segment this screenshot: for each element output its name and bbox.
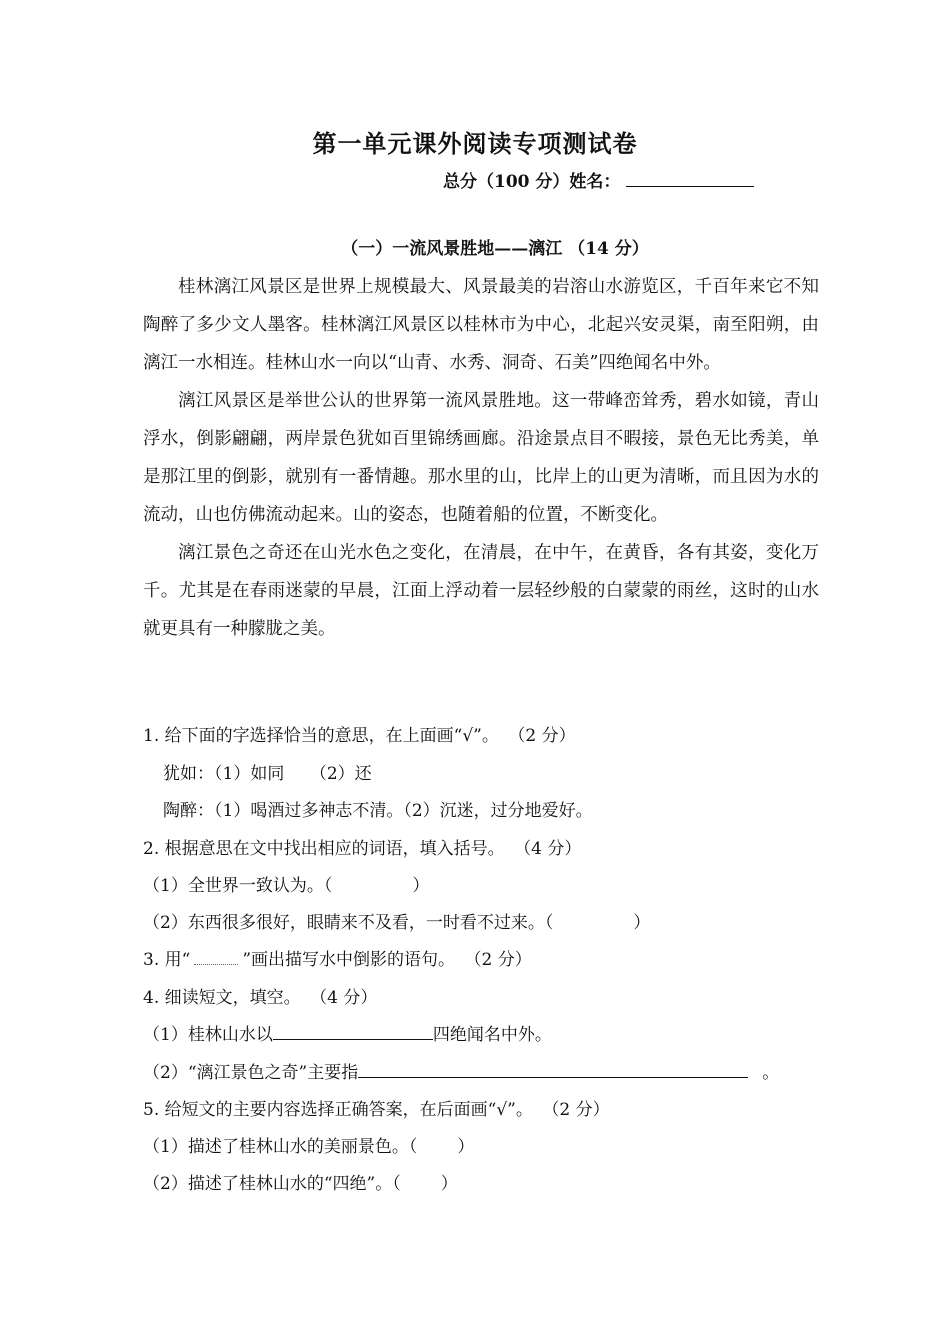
question-5-item-2 <box>143 1169 458 1194</box>
question-1-text: 1. 给下面的字选择恰当的意思，在上面画“√”。 <box>143 726 499 746</box>
q2-item1-pre: （1）全世界一致认为。（ <box>143 876 333 896</box>
question-4-points: （4 分） <box>318 988 378 1008</box>
q2-item2-pre: （2）东西很多很好，眼睛来不及看，一时看不过来。（ <box>143 913 554 933</box>
question-5-text: 5. 给短文的主要内容选择正确答案，在后面画“√”。 <box>143 1100 533 1120</box>
name-blank[interactable] <box>626 168 754 187</box>
passage-paragraph-2: 漓江风景区是举世公认的世界第一流风景胜地。这一带峰峦耸秀，碧水如镜，青山浮水，倒影翩翩，两岸景色犹如百里锦绣画廊。沿途景点目不暇接，景色无比秀美，单是那江里的倒影，就别有一番情趣。那水里的山，比岸上的山更为清晰，而且因为水的流动，山也仿佛流动起来。山的姿态，也随着船的位置，不断变化。 <box>143 391 819 525</box>
q2-item1-post: ） <box>412 876 430 896</box>
question-2 <box>143 834 581 859</box>
question-2-item-1 <box>143 871 429 896</box>
question-4 <box>143 983 377 1008</box>
question-4-item-1 <box>143 1020 552 1045</box>
q5-item2-post: ） <box>440 1174 458 1194</box>
question-4-item-2 <box>143 1058 779 1083</box>
reading-passage <box>143 268 819 648</box>
passage-paragraph-3: 漓江景色之奇还在山光水色之变化，在清晨，在中午，在黄昏，各有其姿，变化万千。尤其是在春雨迷蒙的早晨，江面上浮动着一层轻纱般的白蒙蒙的雨丝，这时的山水就更具有一种朦胧之美。 <box>143 543 819 639</box>
q2-item2-post: ） <box>633 913 651 933</box>
underline-sample-mark <box>194 952 238 965</box>
q5-item1-post: ） <box>457 1137 475 1157</box>
question-1 <box>143 721 576 746</box>
q3-post: ”画出描写水中倒影的语句。 <box>242 950 456 970</box>
question-1-points: （2 分） <box>516 726 576 746</box>
q4-item1-pre: （1）桂林山水以 <box>143 1025 273 1045</box>
q4-item2-pre: （2）“漓江景色之奇”主要指 <box>143 1063 359 1083</box>
question-2-points: （4 分） <box>522 839 582 859</box>
q4-item2-post: 。 <box>762 1063 780 1083</box>
section-title: （一）一流风景胜地——漓江 （14 分） <box>341 239 649 259</box>
question-1-item-1: 犹如：（1）如同 （2）还 <box>163 764 372 784</box>
question-5-item-1 <box>143 1132 474 1157</box>
q5-item1-pre: （1）描述了桂林山水的美丽景色。（ <box>143 1137 418 1157</box>
score-name-line <box>443 167 754 192</box>
passage-paragraph-1: 桂林漓江风景区是世界上规模最大、风景最美的岩溶山水游览区，千百年来它不知陶醉了多少文人墨客。桂林漓江风景区以桂林市为中心，北起兴安灵渠，南至阳朔，由漓江一水相连。桂林山水一向以“山青、水秀、洞奇、石美”四绝闻名中外。 <box>143 277 819 373</box>
q3-pre: 3. 用“ <box>143 950 191 970</box>
question-5 <box>143 1095 610 1120</box>
question-5-points: （2 分） <box>550 1100 610 1120</box>
q4-item1-fill-blank[interactable] <box>273 1022 433 1040</box>
question-3 <box>143 945 532 970</box>
question-3-points: （2 分） <box>473 950 532 970</box>
q5-item2-pre: （2）描述了桂林山水的“四绝”。（ <box>143 1174 401 1194</box>
question-4-text: 4. 细读短文，填空。 <box>143 988 301 1008</box>
q4-item1-post: 四绝闻名中外。 <box>432 1025 552 1045</box>
page-title: 第一单元课外阅读专项测试卷 <box>312 129 638 158</box>
question-1-item-2: 陶醉：（1）喝酒过多神志不清。（2）沉迷，过分地爱好。 <box>163 801 593 821</box>
score-text: 总分（100 分）姓名： <box>443 172 621 192</box>
q4-item2-fill-blank[interactable] <box>358 1060 748 1078</box>
question-2-item-2 <box>143 908 650 933</box>
question-2-text: 2. 根据意思在文中找出相应的词语，填入括号。 <box>143 839 505 859</box>
